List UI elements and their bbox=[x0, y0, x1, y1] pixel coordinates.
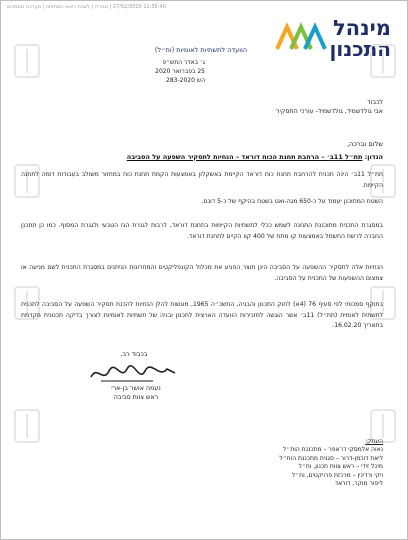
state-emblem-watermark-icon bbox=[5, 41, 49, 81]
subject-label: הנדון: bbox=[364, 153, 383, 161]
closing: בכבוד רב, bbox=[120, 351, 148, 358]
body-paragraph: במסגרת התכנית מתוכננת התחנה לשמש ככלי לתשתיות הקיימות בתחנת דוראד, לרבות לגנרת הגז הטבעי ולגגרת המסוף. כמו כן תתכנן החברה לרשת החשמל באמצעות קו מתח של 400 קוו הקיים לתחנת דוראד. bbox=[21, 222, 383, 240]
logo-line-2: התכנון bbox=[329, 37, 391, 61]
fax-header: 11:35:40 27/02/2020 | סבירה | לשכת ראשי המחוזות | מערכת מסמכים bbox=[7, 4, 166, 10]
body-paragraph: הנחיות אלה לתסקיר ההשפעה על הסביבה הינן תוצר הפגיע את מכלול הקונפליקטים והמחרונות הניתנים במסגרת התכנית לשם מניעה או צמצום ההשפעות של התכנית על הסביבה. bbox=[21, 264, 383, 282]
state-emblem-watermark-icon bbox=[5, 406, 49, 446]
signer-block bbox=[71, 384, 201, 402]
addressee-block bbox=[123, 98, 383, 116]
body-paragraph: תת״ל 11ב׳ הינה תכנית להרחבת תחנת כוח דוראד הקיימת באשקלון באמצעות הקמת תחנת כוח במחזור משולב בעבודות דומה לתחנה הקיימת. bbox=[21, 171, 383, 189]
cc-list-item: ויקי ורדינין – מרכזת פרויקטים, ות״ל bbox=[291, 471, 383, 479]
gregorian-date: 25 בפברואר 2020 bbox=[155, 68, 205, 75]
body-paragraph: בתוקף סמכותי לפי סעיף 76 (4א) לחוק התכנון והבניה, התשכ״ה 1965, מוגשות להלן הנחיות להכנת תסקיר השפעה על הסביבה לתכנית לתשתית לאומית (תת״ל) 11ב׳ אשר הוגשה למזכירות הוועדה הארצית לתכנון ובניה של תשתיות לאומיות לצורך בדיקה תכנונית מקדמת בתאריך 16.02.20. bbox=[21, 301, 383, 329]
date-block bbox=[95, 58, 205, 85]
subject-text: תת״ל 11ב׳ – הרחבת תחנת הכוח דוראד – הנחיות לתסקיר השפעה על הסביבה bbox=[126, 153, 363, 161]
cc-list-item: נאוה אלמסקי דראפר – מתכננת הות״ל bbox=[282, 446, 383, 454]
subject-line bbox=[21, 153, 383, 161]
handwritten-signature bbox=[83, 359, 183, 387]
cc-block bbox=[163, 438, 383, 488]
reference-number: הש 283-2020 bbox=[166, 77, 205, 84]
addressee-label: לכבוד bbox=[367, 99, 383, 106]
cc-title: העתק: bbox=[365, 438, 383, 445]
state-emblem-watermark-icon bbox=[361, 41, 405, 81]
body-paragraph: השטח המתוכנן יעמוד על כ-650 מגה-ואט בשטח בהיקף של כ-5 דונם. bbox=[201, 198, 383, 205]
logo-chevron-icon bbox=[273, 19, 331, 55]
cc-list-item: ליאת דוכמן-דרור – סגנית מתכננת הות״ל bbox=[279, 454, 383, 462]
signer-title: ראש צוות סביבה bbox=[113, 394, 159, 401]
cc-list-item: ליפור מוקר, דוראד bbox=[334, 480, 383, 488]
cc-list-item: מיכל זידי – ראש צוות תכנון, ות״ל bbox=[298, 463, 383, 471]
addressee-name: אבי גולדשמיד, גולדשמיד- עורכי התסקיר bbox=[275, 108, 383, 115]
greeting: שלום וברכה, bbox=[347, 140, 383, 148]
signer-name: נעמה אושר בן-ארי bbox=[111, 385, 161, 392]
hebrew-date: ג׳ באדר התש״פ bbox=[162, 59, 205, 66]
logo-line-1: מינהל bbox=[332, 16, 391, 40]
committee-name: הוועדה לתשתיות לאומיות (ות״ל) bbox=[154, 46, 248, 54]
